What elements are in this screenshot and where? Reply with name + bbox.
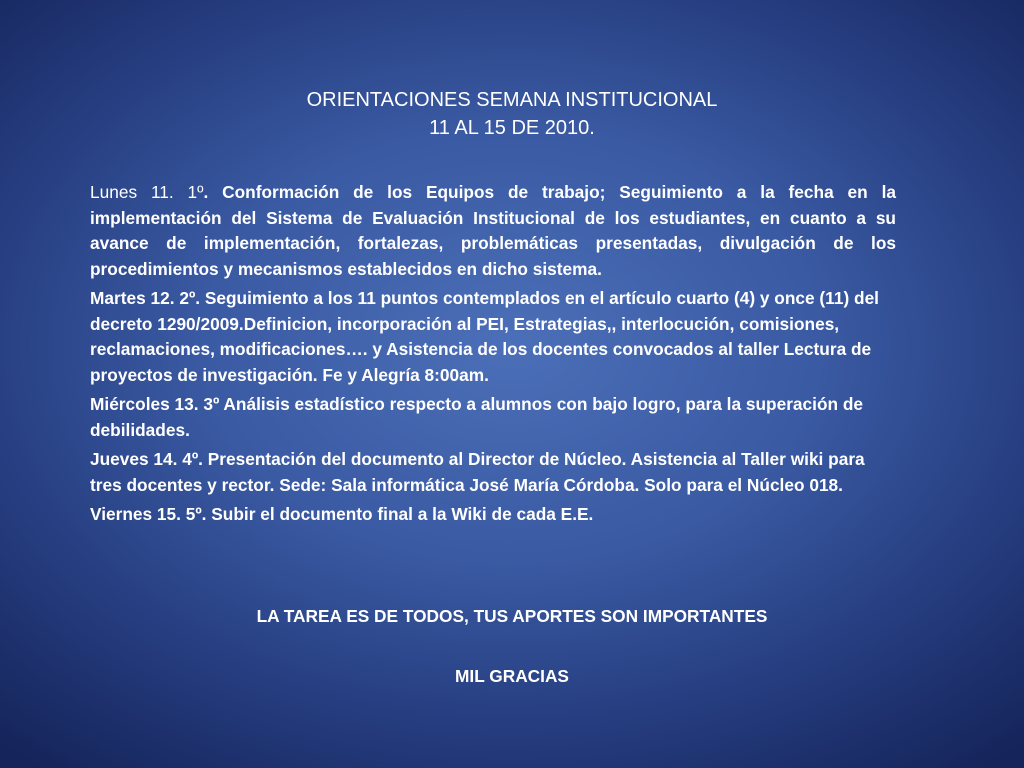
agenda-item-viernes: Viernes 15. 5º. Subir el documento final a la Wiki de cada E.E. [90, 504, 594, 524]
agenda-list [90, 180, 896, 532]
closing-message: LA TAREA ES DE TODOS, TUS APORTES SON IMPORTANTES [256, 606, 768, 626]
title-line-1: ORIENTACIONES SEMANA INSTITUCIONAL [306, 89, 718, 111]
agenda-item-jueves: Jueves 14. 4º. Presentación del documento al Director de Núcleo. Asistencia al Taller wiki para tres docentes y rector. Sede: Sala informática José María Córdoba. Solo para el Núcleo 018. [90, 449, 865, 495]
agenda-item-lunes-text: . Conformación de los Equipos de trabajo; Seguimiento a la fecha en la implementación del Sistema de Evaluación Institucional de los estudiantes, en cuanto a su avance de implementación, fortalezas, problemáticas presentadas, divulgación de los procedimientos y mecanismos establecidos en dicho sistema. [90, 182, 896, 279]
slide-title [0, 86, 1024, 142]
agenda-item-martes: Martes 12. 2º. Seguimiento a los 11 puntos contemplados en el artículo cuarto (4) y once (11) del decreto 1290/2009.Definicion, incorporación al PEI, Estrategias,, interlocución, comisiones, reclamaciones, modificaciones…. y Asistencia de los docentes convocados al taller Lectura de proyectos de investigación. Fe y Alegría 8:00am. [90, 288, 879, 385]
title-line-2: 11 AL 15 DE 2010. [429, 117, 595, 139]
closing-thanks: MIL GRACIAS [455, 666, 569, 686]
agenda-item-lunes-label: Lunes 11. 1º [90, 182, 204, 202]
agenda-item-lunes [90, 180, 896, 282]
agenda-item-miercoles: Miércoles 13. 3º Análisis estadístico respecto a alumnos con bajo logro, para la superación de debilidades. [90, 394, 864, 440]
